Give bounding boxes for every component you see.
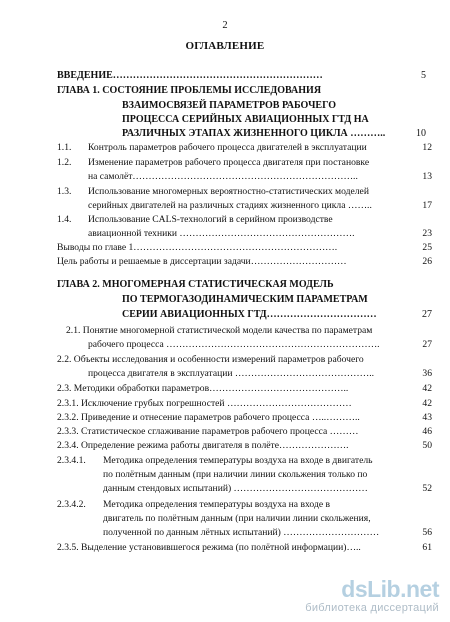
toc-entry-2-3-4-1[interactable]: Методика определения температуры воздуха на входе в двигатель: [103, 455, 373, 466]
toc-entry-1-2[interactable]: Изменение параметров рабочего процесса двигателя при постановке: [88, 157, 370, 168]
toc-page-2-2: 36: [422, 368, 432, 379]
toc-page-goals: 26: [422, 256, 432, 267]
toc-page-2-3-4-1: 52: [422, 483, 432, 494]
toc-page-1-4: 23: [422, 228, 432, 239]
toc-entry-2-3-1[interactable]: 2.3.1. Исключение грубых погрешностей …………………………………: [57, 398, 352, 409]
toc-heading: ОГЛАВЛЕНИЕ: [185, 40, 265, 52]
toc-section-number: 2.3.4.2.: [57, 499, 86, 510]
toc-entry-2-3-4-1-cont2: данным стендовых испытаний) ……………………………………: [103, 483, 368, 494]
toc-chapter2-line2: ПО ТЕРМОГАЗОДИНАМИЧЕСКИМ ПАРАМЕТРАМ: [122, 294, 368, 305]
toc-entry-2-1[interactable]: 2.1. Понятие многомерной статистической модели качества по параметрам: [66, 325, 373, 336]
toc-entry-2-3-3[interactable]: 2.3.3. Статистическое сглаживание параметров рабочего процесса ………: [57, 426, 359, 437]
toc-section-number: 1.4.: [57, 214, 72, 225]
toc-page-1-3: 17: [422, 200, 432, 211]
toc-page-2-3: 42: [422, 383, 432, 394]
toc-page-2-3-1: 42: [422, 398, 432, 409]
watermark-subtitle: библиотека диссертаций: [305, 602, 439, 614]
toc-page-2-3-5: 61: [422, 542, 432, 553]
toc-chapter1-line1[interactable]: ГЛАВА 1. СОСТОЯНИЕ ПРОБЛЕМЫ ИССЛЕДОВАНИЯ: [57, 85, 322, 96]
toc-chapter1-line3: ПРОЦЕССА СЕРИЙНЫХ АВИАЦИОННЫХ ГТД НА: [122, 114, 369, 125]
toc-entry-1-3[interactable]: Использование многомерных вероятностно-статистических моделей: [88, 186, 369, 197]
toc-page-intro: 5: [421, 70, 426, 81]
toc-page-conclusions: 25: [422, 242, 432, 253]
toc-entry-1-3-cont: серийных двигателей на различных стадиях жизненного цикла ……..: [88, 200, 372, 211]
toc-entry-2-2[interactable]: 2.2. Объекты исследования и особенности измерений параметров рабочего: [57, 354, 364, 365]
toc-entry-1-4-cont: авиационной техники ……………………………………………….: [88, 228, 355, 239]
toc-entry-2-3-4-1-cont: по полётным данным (при наличии линии скольжения только по: [103, 469, 368, 480]
toc-entry-2-3-2[interactable]: 2.3.2. Приведение и отнесение параметров рабочего процесса …..………..: [57, 412, 360, 423]
toc-entry-2-3-5[interactable]: 2.3.5. Выделение установившегося режима (по полётной информации)…..: [57, 542, 361, 553]
toc-page-2-3-4-2: 56: [422, 527, 432, 538]
toc-entry-2-3-4-2-cont: двигатель по полётным данным (при наличии линии скольжения,: [103, 513, 371, 524]
toc-page-2-3-2: 43: [422, 412, 432, 423]
toc-page-chapter2: 27: [422, 309, 432, 320]
toc-section-number: 2.3.4.1.: [57, 455, 86, 466]
toc-entry-2-3[interactable]: 2.3. Методики обработки параметров……………………………………..: [57, 383, 349, 394]
toc-chapter1-line2: ВЗАИМОСВЯЗЕЙ ПАРАМЕТРОВ РАБОЧЕГО: [122, 100, 336, 111]
toc-chapter2-line1[interactable]: ГЛАВА 2. МНОГОМЕРНАЯ СТАТИСТИЧЕСКАЯ МОДЕЛЬ: [57, 279, 334, 290]
toc-entry-2-3-4-2[interactable]: Методика определения температуры воздуха на входе в: [103, 499, 331, 510]
toc-chapter1-line4: РАЗЛИЧНЫХ ЭТАПАХ ЖИЗНЕННОГО ЦИКЛА ………..: [122, 128, 386, 139]
page-number: 2: [222, 20, 228, 31]
toc-entry-2-2-cont: процесса двигателя в эксплуатации ……………………………………..: [88, 368, 374, 379]
toc-entry-2-3-4-2-cont2: полученной по данным лётных испытаний) …………………………: [103, 527, 380, 538]
toc-page-2-1: 27: [422, 339, 432, 350]
toc-entry-goals[interactable]: Цель работы и решаемые в диссертации задачи…………………………: [57, 256, 347, 267]
toc-page-2-3-3: 46: [422, 426, 432, 437]
toc-entry-1-1[interactable]: Контроль параметров рабочего процесса двигателей в эксплуатации: [88, 142, 367, 153]
toc-section-number: 1.2.: [57, 157, 72, 168]
toc-entry-intro[interactable]: ВВЕДЕНИЕ………………………………………………………: [57, 70, 323, 81]
toc-entry-2-1-cont: рабочего процесса ………………………………………………………….: [88, 339, 380, 350]
watermark: [285, 572, 445, 622]
toc-entry-1-2-cont: на самолёт……………………………………………………………..: [88, 171, 358, 182]
toc-page-1-1: 12: [422, 142, 432, 153]
toc-page-1-2: 13: [422, 171, 432, 182]
toc-entry-2-3-4[interactable]: 2.3.4. Определение режима работы двигателя в полёте………………….: [57, 440, 349, 451]
toc-page-chapter1: 10: [416, 128, 426, 139]
toc-entry-conclusions[interactable]: Выводы по главе 1……………………………………………………….: [57, 242, 338, 253]
toc-chapter2-line3: СЕРИИ АВИАЦИОННЫХ ГТД……………………………: [122, 309, 377, 320]
toc-section-number: 1.1.: [57, 142, 72, 153]
toc-entry-1-4[interactable]: Использование CALS-технологий в серийном производстве: [88, 214, 333, 225]
toc-page-2-3-4: 50: [422, 440, 432, 451]
watermark-logo: dsLib.net: [341, 576, 439, 602]
toc-section-number: 1.3.: [57, 186, 72, 197]
